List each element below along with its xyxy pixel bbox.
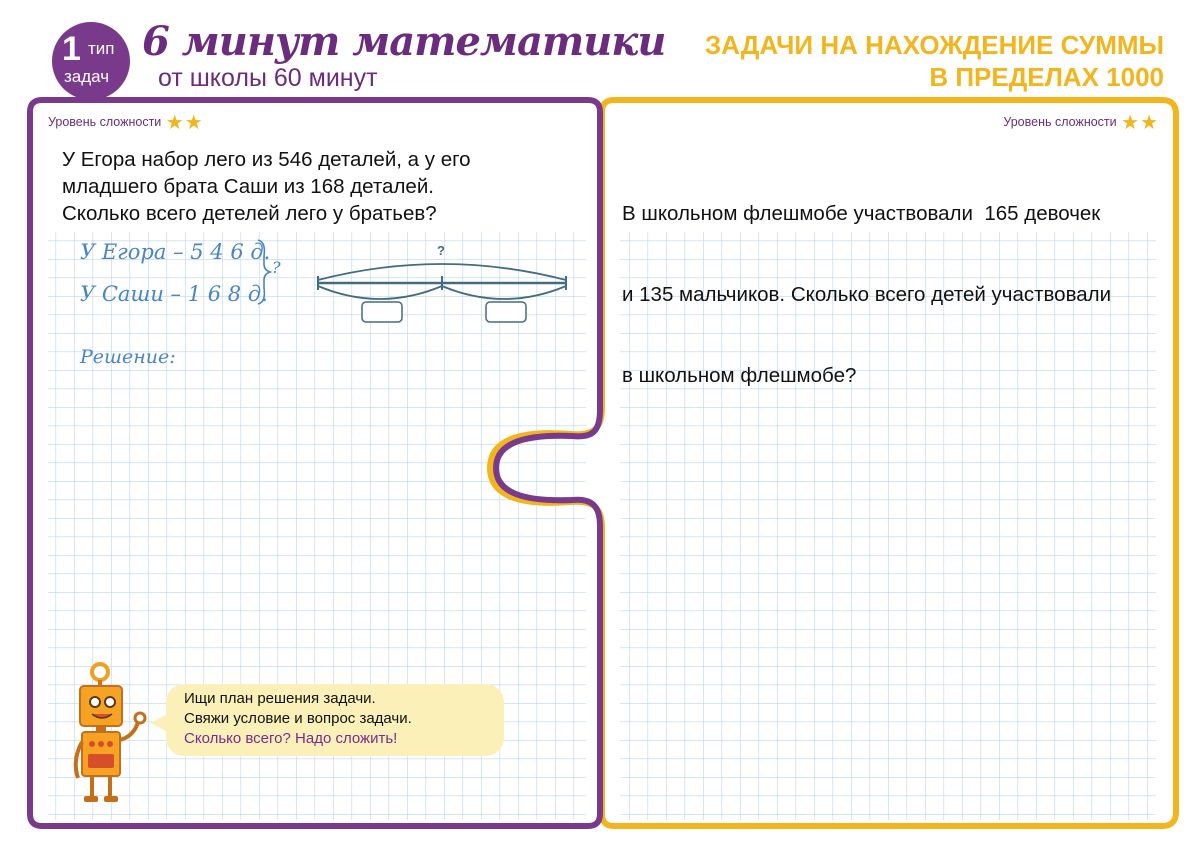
robot-tip-bubble xyxy=(166,684,504,756)
badge-number: 1 xyxy=(62,30,81,68)
task-line: в школьном флешмобе? xyxy=(622,364,857,387)
star-icon: ★ xyxy=(1140,112,1158,134)
right-task-text xyxy=(622,146,1111,416)
tip-line-accent: Сколько всего? Надо сложить! xyxy=(184,730,398,747)
answer-box-right xyxy=(486,302,526,322)
left-difficulty-level xyxy=(48,114,203,132)
badge-word-tasks: задач xyxy=(64,67,110,86)
badge-word-type: тип xyxy=(88,39,115,58)
star-icon: ★ xyxy=(1121,112,1140,134)
tip-line: Свяжи условие и вопрос задачи. xyxy=(184,710,412,727)
task-line: младшего брата Саши из 168 деталей. xyxy=(62,175,434,198)
note-sasha: У Саши – 1 6 8 д. xyxy=(80,282,268,306)
task-line: Сколько всего детелей лего у братьев? xyxy=(62,202,437,225)
task-line: У Егора набор лего из 546 деталей, а у его xyxy=(62,148,471,171)
diagram-question-mark: ? xyxy=(437,243,445,258)
star-icon: ★ xyxy=(165,112,184,134)
brace-question-mark: ? xyxy=(272,258,281,277)
difficulty-label: Уровень сложности xyxy=(1003,115,1117,129)
task-line: и 135 мальчиков. Сколько всего детей участвовали xyxy=(622,283,1112,306)
solution-label: Решение: xyxy=(80,346,176,368)
note-egor: У Егора – 5 4 6 д. xyxy=(80,240,271,264)
task-line: В школьном флешмобе участвовали 165 девочек xyxy=(622,202,1101,225)
right-difficulty-level xyxy=(1003,114,1158,132)
tip-line: Ищи план решения задачи. xyxy=(184,690,376,707)
answer-box-left xyxy=(362,302,402,322)
star-icon: ★ xyxy=(184,112,203,134)
brand-title: 6 минут математики xyxy=(142,18,666,65)
left-task-text xyxy=(62,146,471,227)
difficulty-label: Уровень сложности xyxy=(48,115,162,129)
topic-title-line1: ЗАДАЧИ НА НАХОЖДЕНИЕ СУММЫ xyxy=(704,30,1164,60)
brand-subtitle: от школы 60 минут xyxy=(158,64,378,92)
topic-title-line2: В ПРЕДЕЛАХ 1000 xyxy=(929,62,1164,92)
